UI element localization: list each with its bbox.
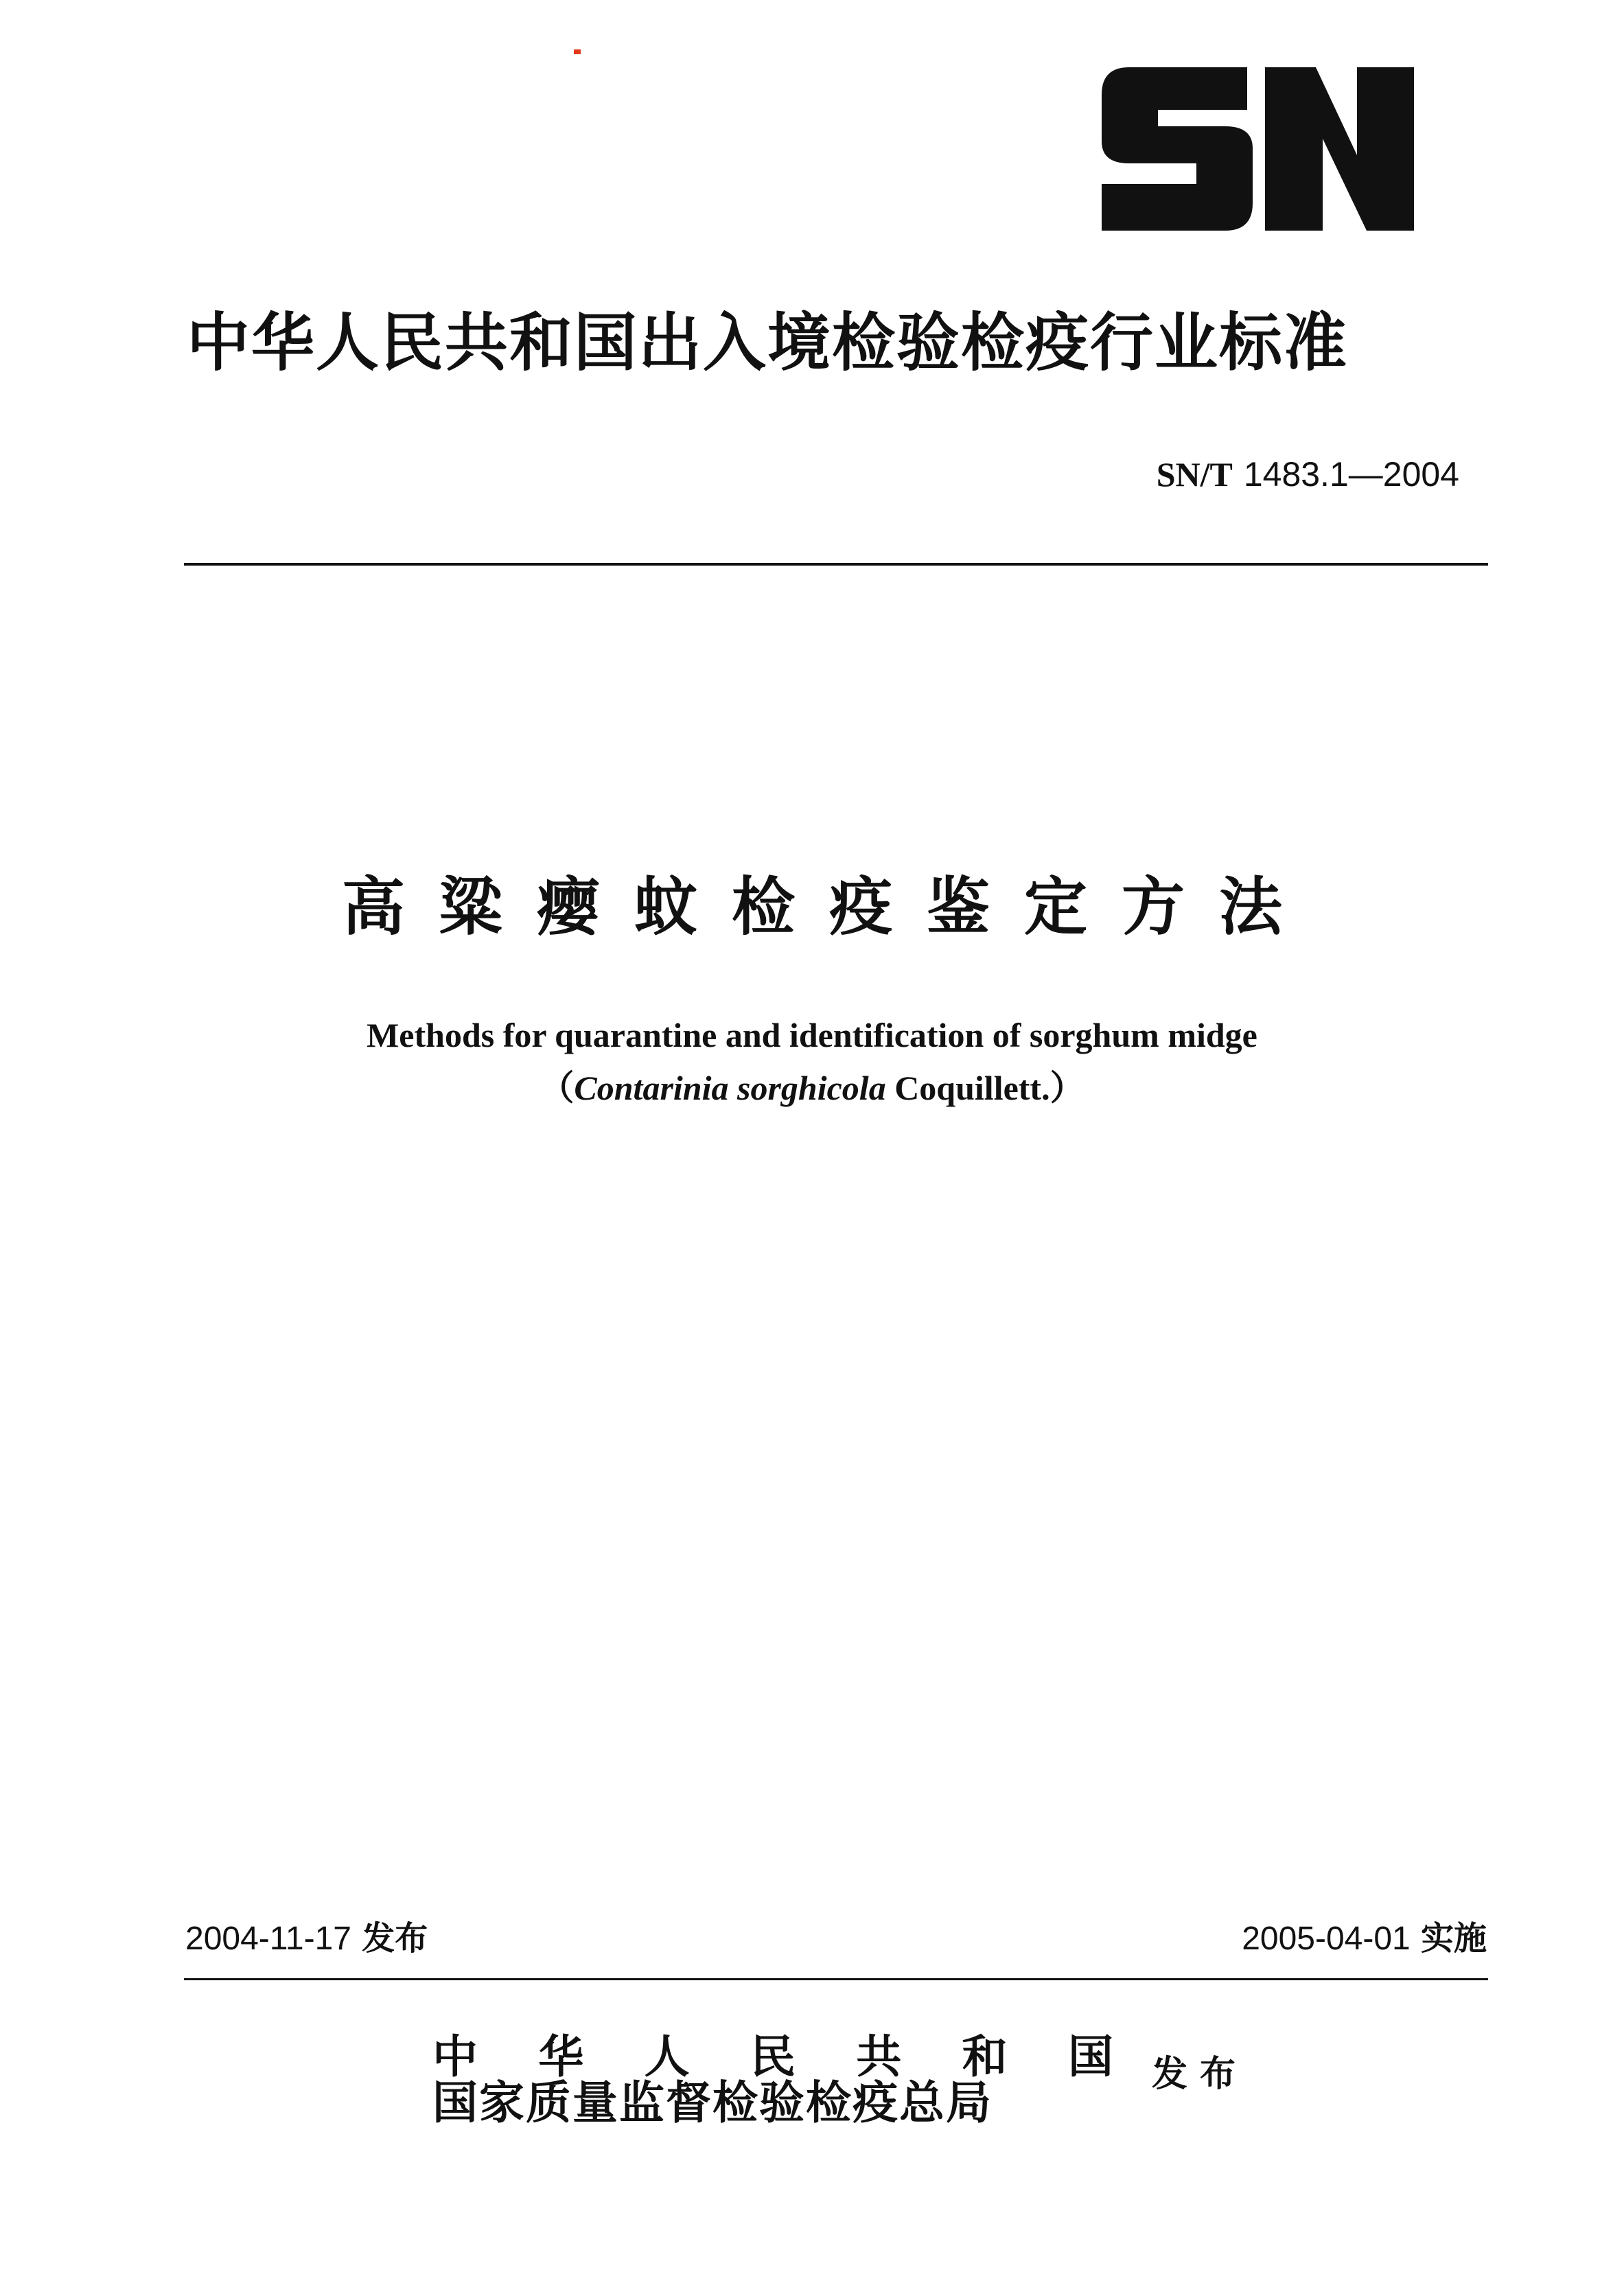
effective-date-value: 2005-04-01 <box>1242 1921 1411 1957</box>
sn-logo <box>1102 67 1414 231</box>
red-mark <box>574 49 581 54</box>
issuer-char: 人 <box>644 2030 690 2083</box>
effective-date-label: 实施 <box>1420 1919 1487 1958</box>
issue-date <box>185 1919 428 1958</box>
issuer-line-2: 国家质量监督检验检疫总局 <box>432 2076 993 2129</box>
standard-number <box>1156 455 1459 494</box>
issuer-char: 和 <box>962 2030 1008 2083</box>
top-divider <box>184 563 1488 566</box>
issuer-line-1 <box>432 2030 1113 2083</box>
header-title: 中华人民共和国出入境检验检疫行业标准 <box>187 306 1349 380</box>
species-author: Coquillett. <box>894 1069 1050 1107</box>
main-title-cn: 高粱瘿蚊检疫鉴定方法 <box>341 870 1316 944</box>
standard-prefix: SN/T <box>1156 455 1233 494</box>
effective-date <box>1242 1919 1487 1958</box>
issuer-char: 民 <box>750 2030 796 2083</box>
close-paren: ） <box>1049 1069 1084 1107</box>
species-name <box>0 1071 1624 1105</box>
issuer-action: 发布 <box>1152 2053 1249 2095</box>
issuer-char: 华 <box>538 2030 584 2083</box>
sn-logo-letters <box>1102 67 1414 231</box>
main-title-en: Methods for quarantine and identification of sorghum midge <box>367 1016 1257 1054</box>
species-latin: Contarinia sorghicola <box>574 1069 886 1107</box>
issuer-char: 中 <box>432 2030 478 2083</box>
open-paren: （ <box>540 1069 575 1107</box>
issue-date-value: 2004-11-17 <box>185 1921 351 1957</box>
issuer-char: 共 <box>856 2030 902 2083</box>
standard-code: 1483.1—2004 <box>1243 455 1459 494</box>
issue-date-label: 发布 <box>362 1919 428 1958</box>
issuer-char: 国 <box>1067 2030 1113 2083</box>
bottom-divider <box>184 1978 1488 1980</box>
